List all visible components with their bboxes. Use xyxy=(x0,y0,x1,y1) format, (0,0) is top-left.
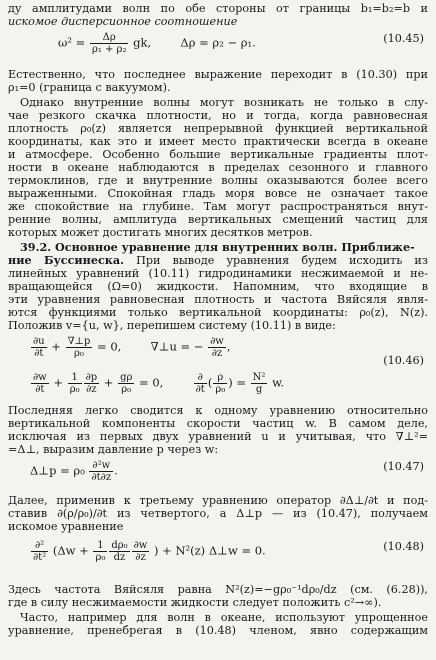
equation-number: (10.47) xyxy=(383,460,424,473)
text-line: где в силу несжимаемости жидкости следует положить c²→∞). xyxy=(8,596,382,609)
text-line: которых может достигать многих десятков метров. xyxy=(8,226,313,239)
text-line: ности в океане наблюдаются в пределах сезонного и главного xyxy=(8,161,428,174)
text-line: выраженными. Спокойная гладь моря вовсе не означает такое xyxy=(8,187,428,200)
text-line: ренние волны, амплитуда вертикальных смещений частиц для xyxy=(8,213,428,226)
equation-number: (10.48) xyxy=(383,540,424,553)
text-line: термоклинов, где и внутренние волны оказываются более всего xyxy=(8,174,428,187)
text-line: же спокойствие на глубине. Там могут распространяться внут- xyxy=(8,200,428,213)
text-line: эти уравнения равновесная плотность и частота Вяйсяля явля- xyxy=(8,293,428,306)
text-line: чае резкого скачка плотности, но и тогда, когда равновесная xyxy=(8,109,428,122)
text-line: Однако внутренние волны могут возникать не только в слу- xyxy=(20,96,428,109)
text-line: ставив ∂(ρ/ρ₀)/∂t из четвертого, а Δ⊥p — из (10.47), получаем xyxy=(8,507,428,520)
text-line: ются функциями только вертикальной координаты: ρ₀(z), N(z). xyxy=(8,306,428,319)
equation-number: (10.45) xyxy=(383,32,424,45)
text-line: ρ₁=0 (граница с вакуумом). xyxy=(8,81,171,94)
text-line: плотность ρ₀(z) является непрерывной функцией вертикальной xyxy=(8,122,428,135)
text-line: координаты, как это и имеет место практически всегда в океане xyxy=(8,135,428,148)
equation-10-47: Δ⊥p = ρ₀ $\frac{\text{∂²w}}{\partial t\partial z}$ . (10.47) xyxy=(30,460,424,483)
text-line: Естественно, что последнее выражение переходит в (10.30) при xyxy=(8,68,428,81)
text-line: уравнение, пренебрегая в (10.48) членом, явно содержащим xyxy=(8,624,428,637)
equation-10-46b: $\frac{\partial w}{\partial t}$ + $\frac{1}{\text{ρ₀}}$ $\frac{\partial p}{\partial z}$ + $\frac{g\rho}{\text{ρ₀}}$ = 0, $\frac{\partial}{\partial t}$ ( $\frac{\rho}{\text{ρ₀}}$ ) = $\frac{\text{N²}}{g}$ w. xyxy=(33,372,285,395)
text-line: вращающейся (Ω=0) жидкости. Напомним, что входящие в xyxy=(8,280,428,293)
text-line: ние Буссинеска. При выводе уравнения будем исходить из xyxy=(8,254,428,267)
text-line: =Δ⊥, выразим давление p через w: xyxy=(8,443,219,456)
equation-10-46a: $\frac{\partial u}{\partial t}$ + $\frac{\nabla\perp p}{\text{ρ₀}}$ = 0, ∇⊥u = − $\frac{\partial w}{\partial z}$ , xyxy=(33,336,231,359)
text-line: Последняя легко сводится к одному уравнению относительно xyxy=(8,404,428,417)
text-line: вертикальной компоненты скорости частиц w. В самом деле, xyxy=(8,417,428,430)
text-line: Часто, например для волн в океане, используют упрощенное xyxy=(20,611,428,624)
text-line: и атмосфере. Особенно большие вертикальные градиенты плот- xyxy=(8,148,428,161)
fraction: $\frac{\Delta\rho}{\text{ρ₁ + ρ₂}}$ xyxy=(91,32,127,55)
text-line: Далее, применив к третьему уравнению оператор ∂Δ⊥/∂t и под- xyxy=(8,494,428,507)
text-line: Положив v={u, w}, перепишем систему (10.11) в виде: xyxy=(8,319,336,332)
section-heading-cont: ние Буссинеска. xyxy=(8,254,125,267)
equation-10-45: ω² = $\frac{\Delta\rho}{\text{ρ₁ + ρ₂}}$ gk, Δρ = ρ₂ − ρ₁. (10.45) xyxy=(58,32,424,55)
text-line: линейных уравнений (10.11) гидродинамики несжимаемой и не- xyxy=(8,267,428,280)
text-line: ду амплитудами волн по обе стороны от границы b₁=b₂=b и xyxy=(8,2,428,15)
section-heading: 39.2. Основное уравнение для внутренних волн. Приближе- xyxy=(20,241,415,254)
equation-10-48: $\frac{\text{∂²}}{\text{∂t²}}$ (Δw + $\frac{1}{\text{ρ₀}}$ $\frac{\text{dρ₀}}{dz}$ $\frac{\partial w}{\partial z}$ ) + N²(z) Δ⊥w = 0. (10.48) xyxy=(33,540,424,563)
text-line: Здесь частота Вяйсяля равна N²(z)=−gρ₀⁻¹dρ₀/dz (см. (6.28)), xyxy=(8,583,428,596)
text-line: искомое дисперсионное соотношение xyxy=(8,15,238,28)
equation-number: (10.46) xyxy=(383,354,424,367)
text-line: искомое уравнение xyxy=(8,520,124,533)
text-line: исключая из первых двух уравнений u и учитывая, что ∇⊥²= xyxy=(8,430,428,443)
